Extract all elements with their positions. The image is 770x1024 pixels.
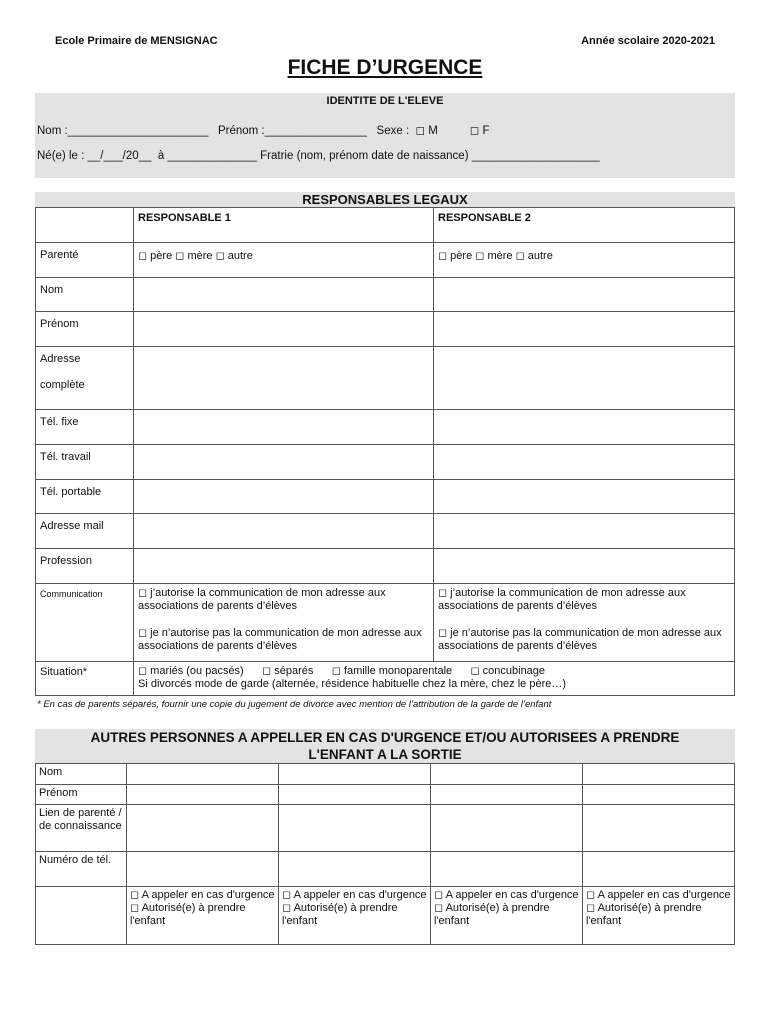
table-row (36, 480, 735, 514)
option-autorise-3[interactable]: ◻ Autorisé(e) à prendre l'enfant (434, 902, 550, 927)
row-label: Numéro de tél. (36, 852, 127, 887)
option-appeler-4[interactable]: ◻ A appeler en cas d'urgence (586, 889, 731, 901)
autres-lien-3[interactable] (431, 805, 583, 852)
autres-prenom-3[interactable] (431, 785, 583, 805)
identite-title: IDENTITE DE L'ELEVE (326, 95, 444, 107)
parente-r2[interactable]: ◻ père ◻ mère ◻ autre (434, 243, 735, 278)
table-row (36, 410, 735, 445)
autres-prenom-4[interactable] (583, 785, 735, 805)
profession-r1-field[interactable] (134, 549, 434, 584)
autres-table (35, 763, 735, 945)
autres-tel-3[interactable] (431, 852, 583, 887)
table-row (36, 243, 735, 278)
autres-nom-2[interactable] (279, 764, 431, 785)
table-row (36, 852, 735, 887)
responsable1-header: RESPONSABLE 1 (134, 208, 434, 243)
option-autorise-1[interactable]: ◻ Autorisé(e) à prendre l'enfant (130, 902, 246, 927)
row-label: Tél. fixe (36, 410, 134, 445)
table-row (36, 347, 735, 410)
communication-accept-r1[interactable]: ◻ j’autorise la communication de mon adresse aux associations de parents d’élèves (138, 587, 386, 612)
page-title: FICHE D’URGENCE (287, 56, 483, 79)
divorce-note: * En cas de parents séparés, fournir une copie du jugement de divorce avec mention de l’attribution de la garde de l’enfant (37, 699, 552, 710)
identite-line-nom[interactable]: Nom :______________________ Prénom :________________ Sexe : ◻ M ◻ F (37, 125, 490, 137)
situation-options[interactable]: ◻ mariés (ou pacsés) ◻ séparés ◻ famille monoparentale ◻ concubinage (138, 665, 546, 677)
mail-r2-field[interactable] (434, 514, 735, 549)
option-appeler-1[interactable]: ◻ A appeler en cas d'urgence (130, 889, 275, 901)
autres-prenom-1[interactable] (127, 785, 279, 805)
autres-tel-4[interactable] (583, 852, 735, 887)
responsable2-header: RESPONSABLE 2 (434, 208, 735, 243)
row-label: Situation* (36, 662, 134, 696)
autres-tel-1[interactable] (127, 852, 279, 887)
row-label: Tél. travail (36, 445, 134, 480)
situation-garde: Si divorcés mode de garde (alternée, résidence habituelle chez la mère, chez le père…) (138, 678, 567, 690)
school-name: Ecole Primaire de MENSIGNAC (55, 35, 218, 47)
autres-prenom-2[interactable] (279, 785, 431, 805)
table-row (36, 514, 735, 549)
communication-refuse-r1[interactable]: ◻ je n’autorise pas la communication de mon adresse aux associations de parents d’élèves (138, 627, 422, 652)
autres-nom-1[interactable] (127, 764, 279, 785)
school-year: Année scolaire 2020-2021 (581, 35, 715, 47)
row-label: Nom (36, 764, 127, 785)
tel-travail-r2-field[interactable] (434, 445, 735, 480)
option-appeler-3[interactable]: ◻ A appeler en cas d'urgence (434, 889, 579, 901)
table-row (36, 785, 735, 805)
option-appeler-2[interactable]: ◻ A appeler en cas d'urgence (282, 889, 427, 901)
nom-r2-field[interactable] (434, 278, 735, 312)
autres-nom-4[interactable] (583, 764, 735, 785)
row-label: Parenté (36, 243, 134, 278)
autres-nom-3[interactable] (431, 764, 583, 785)
row-label: Communication (36, 584, 134, 662)
row-label: Adresse mail (36, 514, 134, 549)
autres-lien-2[interactable] (279, 805, 431, 852)
identite-line-naissance[interactable]: Né(e) le : __/___/20__ à ______________ Fratrie (nom, prénom date de naissance) ____________________ (37, 150, 600, 162)
prenom-r1-field[interactable] (134, 312, 434, 347)
option-autorise-4[interactable]: ◻ Autorisé(e) à prendre l'enfant (586, 902, 702, 927)
table-row (36, 662, 735, 696)
table-row (36, 312, 735, 347)
row-label: Adresse (40, 353, 81, 365)
tel-fixe-r1-field[interactable] (134, 410, 434, 445)
tel-fixe-r2-field[interactable] (434, 410, 735, 445)
row-label: Tél. portable (36, 480, 134, 514)
table-row (36, 278, 735, 312)
nom-r1-field[interactable] (134, 278, 434, 312)
tel-portable-r1-field[interactable] (134, 480, 434, 514)
profession-r2-field[interactable] (434, 549, 735, 584)
row-label: Lien de parenté / de connaissance (36, 805, 127, 852)
table-row (36, 445, 735, 480)
autres-title-line1: AUTRES PERSONNES A APPELLER EN CAS D'URGENCE ET/OU AUTORISEES A PRENDRE (90, 730, 680, 745)
row-label: complète (40, 379, 85, 391)
table-row (36, 584, 735, 662)
autres-tel-2[interactable] (279, 852, 431, 887)
autres-lien-4[interactable] (583, 805, 735, 852)
parente-r1[interactable]: ◻ père ◻ mère ◻ autre (134, 243, 434, 278)
row-label: Prénom (36, 785, 127, 805)
tel-travail-r1-field[interactable] (134, 445, 434, 480)
communication-refuse-r2[interactable]: ◻ je n’autorise pas la communication de mon adresse aux associations de parents d’élèves (438, 627, 722, 652)
row-label: Nom (36, 278, 134, 312)
table-row (36, 887, 735, 945)
table-row (36, 208, 735, 243)
responsables-table (35, 207, 735, 696)
adresse-r2-field[interactable] (434, 347, 735, 410)
responsables-title: RESPONSABLES LEGAUX (35, 192, 735, 208)
option-autorise-2[interactable]: ◻ Autorisé(e) à prendre l'enfant (282, 902, 398, 927)
autres-lien-1[interactable] (127, 805, 279, 852)
identite-section (35, 93, 735, 178)
row-label: Profession (36, 549, 134, 584)
tel-portable-r2-field[interactable] (434, 480, 735, 514)
table-row (36, 549, 735, 584)
autres-section-title (35, 729, 735, 763)
communication-accept-r2[interactable]: ◻ j’autorise la communication de mon adresse aux associations de parents d’élèves (438, 587, 686, 612)
adresse-r1-field[interactable] (134, 347, 434, 410)
table-row (36, 764, 735, 785)
mail-r1-field[interactable] (134, 514, 434, 549)
row-label: Prénom (36, 312, 134, 347)
table-row (36, 805, 735, 852)
prenom-r2-field[interactable] (434, 312, 735, 347)
autres-title-line2: L'ENFANT A LA SORTIE (308, 747, 462, 762)
